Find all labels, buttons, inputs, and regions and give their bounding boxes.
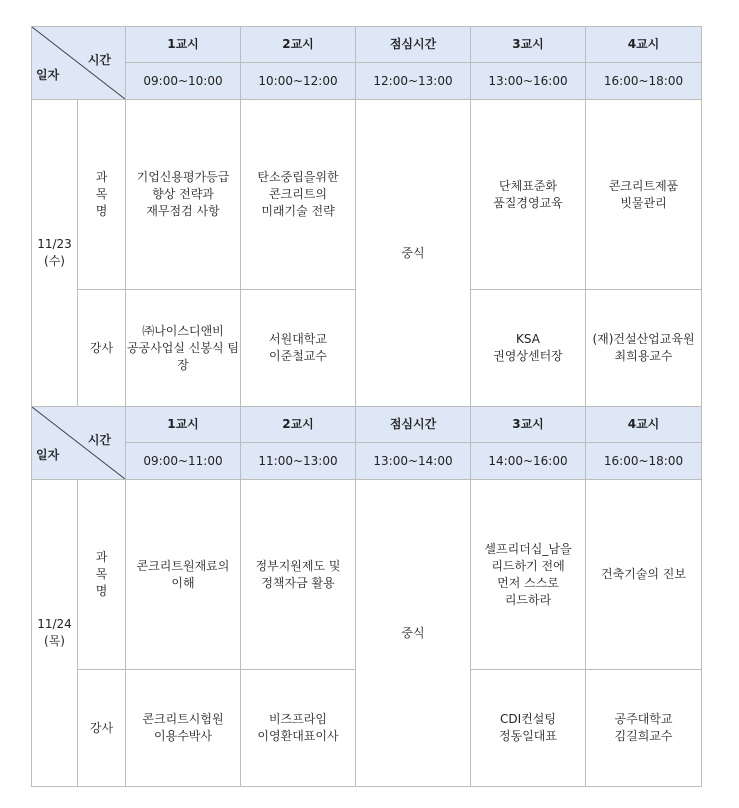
time-slot: 09:00~10:00 — [126, 63, 241, 100]
instructor-cell — [471, 670, 586, 787]
corner-time-label: 시간 — [87, 53, 111, 67]
subject-text: 셀프리더십_남을 리드하기 전에 먼저 스스로 리드하라 — [484, 541, 572, 607]
instructor-text: 콘크리트시험원 이용수박사 — [142, 712, 224, 743]
time-slot: 14:00~16:00 — [471, 443, 586, 480]
date-cell — [32, 480, 78, 787]
instructor-text: 비즈프라임 이영환대표이사 — [257, 712, 339, 743]
corner-diagonal — [32, 27, 125, 99]
subject-cell — [241, 100, 356, 290]
instructor-label: 강사 — [78, 670, 126, 787]
lunch-cell: 중식 — [356, 480, 471, 787]
header-row-times — [32, 443, 702, 480]
corner-time-label: 시간 — [87, 433, 111, 447]
date-text: 11/23 — [37, 237, 72, 251]
period-header: 1교시 — [126, 27, 241, 63]
subject-text: 단체표준화 품질경영교육 — [493, 178, 563, 210]
time-slot: 11:00~13:00 — [241, 443, 356, 480]
corner-diagonal — [32, 407, 125, 479]
instructor-cell — [241, 290, 356, 407]
subject-cell — [586, 480, 702, 670]
weekday-text: (목) — [44, 634, 65, 648]
time-slot: 09:00~11:00 — [126, 443, 241, 480]
time-slot: 16:00~18:00 — [586, 443, 702, 480]
subject-row — [32, 480, 702, 670]
corner-date-label: 일자 — [36, 68, 60, 82]
period-header: 4교시 — [586, 27, 702, 63]
subject-label — [78, 100, 126, 290]
instructor-text: 서원대학교 이준철교수 — [269, 332, 327, 363]
lunch-cell: 중식 — [356, 100, 471, 407]
instructor-cell — [126, 670, 241, 787]
corner-date-label: 일자 — [36, 448, 60, 462]
instructor-text: ㈜나이스디앤비 공공사업실 신봉식 팀장 — [127, 323, 239, 372]
subject-text: 탄소중립을위한 콘크리트의 미래기술 전략 — [257, 170, 339, 218]
instructor-text: (재)건설산업교육원 최희용교수 — [592, 332, 695, 363]
instructor-cell — [241, 670, 356, 787]
instructor-text: 공주대학교 김길희교수 — [614, 712, 673, 743]
instructor-text: CDI컨설팅 정동일대표 — [499, 712, 557, 743]
instructor-cell — [471, 290, 586, 407]
header-row-times — [32, 63, 702, 100]
schedule-table — [31, 26, 702, 787]
date-text: 11/24 — [37, 617, 72, 631]
subject-label-char: 목 — [95, 187, 108, 201]
subject-text: 건축기술의 진보 — [601, 567, 686, 581]
subject-label-char: 과 — [95, 550, 108, 564]
weekday-text: (수) — [44, 254, 65, 268]
header-corner — [32, 27, 126, 100]
date-cell — [32, 100, 78, 407]
time-slot: 13:00~16:00 — [471, 63, 586, 100]
subject-cell — [471, 100, 586, 290]
subject-cell — [471, 480, 586, 670]
period-header: 2교시 — [241, 27, 356, 63]
period-header: 점심시간 — [356, 407, 471, 443]
subject-cell — [241, 480, 356, 670]
subject-text: 정부지원제도 및 정책자금 활용 — [255, 558, 341, 590]
subject-row — [32, 100, 702, 290]
subject-label-char: 목 — [95, 567, 108, 581]
header-row-periods — [32, 27, 702, 63]
time-slot: 12:00~13:00 — [356, 63, 471, 100]
period-header: 3교시 — [471, 407, 586, 443]
period-header: 4교시 — [586, 407, 702, 443]
instructor-label: 강사 — [78, 290, 126, 407]
header-row-periods — [32, 407, 702, 443]
subject-label-char: 과 — [95, 170, 108, 184]
period-header: 3교시 — [471, 27, 586, 63]
time-slot: 10:00~12:00 — [241, 63, 356, 100]
subject-cell — [126, 480, 241, 670]
period-header: 점심시간 — [356, 27, 471, 63]
instructor-cell — [586, 670, 702, 787]
subject-label-char: 명 — [95, 584, 108, 598]
subject-text: 콘크리트제품 빗물관리 — [608, 178, 679, 210]
subject-label-char: 명 — [95, 204, 108, 218]
header-corner — [32, 407, 126, 480]
instructor-text: KSA 권영상센터장 — [493, 332, 563, 363]
schedule-sheet — [31, 26, 701, 787]
period-header: 2교시 — [241, 407, 356, 443]
time-slot: 13:00~14:00 — [356, 443, 471, 480]
instructor-cell — [126, 290, 241, 407]
subject-text: 기업신용평가등급 향상 전략과 재무점검 사항 — [136, 170, 230, 218]
period-header: 1교시 — [126, 407, 241, 443]
subject-text: 콘크리트원재료의 이해 — [136, 558, 230, 590]
subject-label — [78, 480, 126, 670]
subject-cell — [586, 100, 702, 290]
time-slot: 16:00~18:00 — [586, 63, 702, 100]
subject-cell — [126, 100, 241, 290]
instructor-cell — [586, 290, 702, 407]
